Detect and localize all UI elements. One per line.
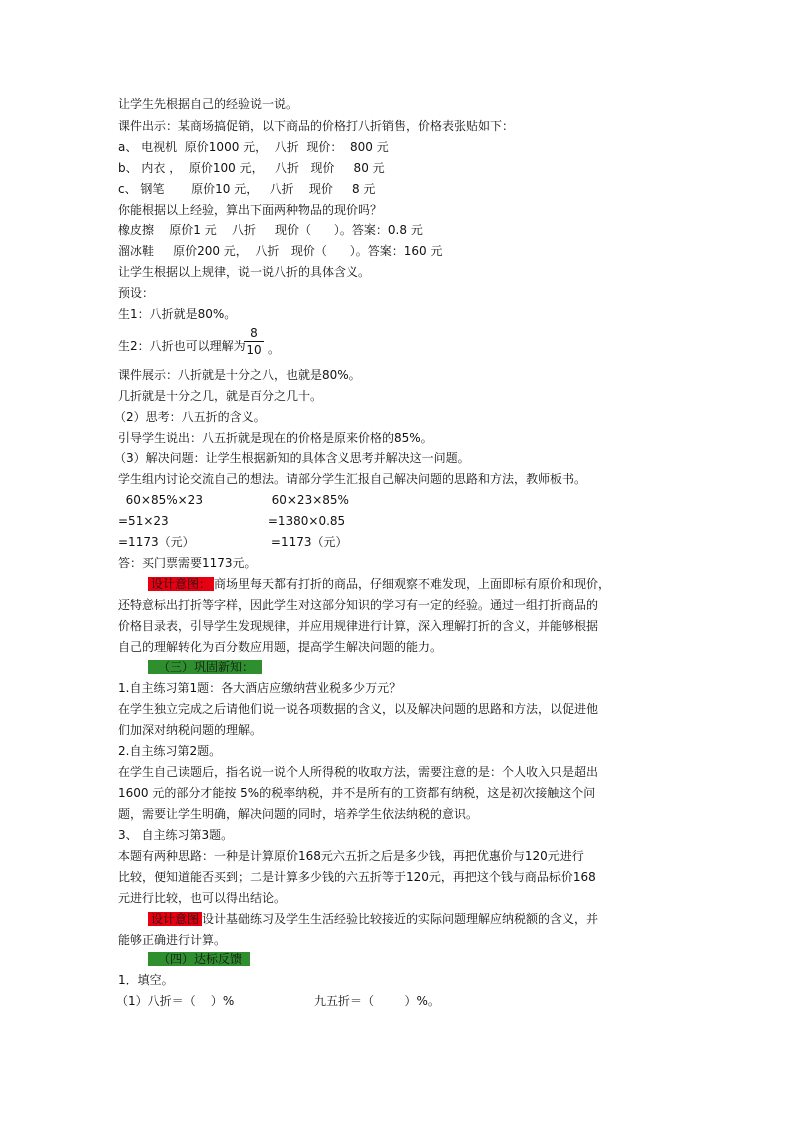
- text-line: c、 钢笔 原价10 元， 八折 现价 8 元: [118, 182, 376, 196]
- fraction-denominator: 10: [246, 343, 262, 357]
- text-line: b、 内衣 ， 原价100 元， 八折 现价 80 元: [118, 161, 385, 175]
- text-line: 1600 元的部分才能按 5%的税率纳税，并不是所有的工资都有纳税，这是初次接触这个问: [118, 786, 596, 800]
- section-heading: [148, 659, 262, 675]
- equation-line: =51×23 =1380×0.85: [118, 514, 346, 528]
- text-line: 们加深对纳税问题的理解。: [118, 723, 263, 737]
- fraction-eight-tenths: [244, 326, 264, 357]
- text-line: 引导学生说出：八五折就是现在的价格是原来价格的85%。: [118, 431, 433, 445]
- text-line: 课件出示：某商场搞促销，以下商品的价格打八折销售，价格表张贴如下：: [118, 119, 515, 133]
- text-line: 本题有两种思路：一种是计算原价168元六五折之后是多少钱，再把优惠价与120元进行: [118, 849, 584, 863]
- answer-line: 答：买门票需要1173元。: [118, 556, 257, 570]
- text-line: 几折就是十分之几，就是百分之几十。: [118, 389, 323, 403]
- text-line: 橡皮擦 原价1 元 八折 现价（ ）。答案：0.8 元: [118, 223, 423, 237]
- text-line: 让学生先根据自己的经验说一说。: [118, 97, 299, 111]
- text-line: 你能根据以上经验，算出下面两种物品的现价吗？: [118, 203, 383, 217]
- text-line: （2）思考：八五折的含义。: [114, 410, 266, 424]
- text-line: 在学生独立完成之后请他们说一说各项数据的含义，以及解决问题的思路和方法，以促进他: [118, 702, 599, 716]
- fraction-suffix: 。: [268, 342, 281, 356]
- text-line: 课件展示：八折就是十分之八，也就是80%。: [118, 368, 361, 382]
- text-line: 生2：八折也可以理解为: [118, 339, 246, 353]
- text-line: （3）解决问题：让学生根据新知的具体含义思考并解决这一问题。: [114, 451, 470, 465]
- fill-question-2: 九五折＝（ ）%。: [314, 994, 440, 1008]
- fraction-numerator: 8: [250, 326, 258, 340]
- text-line: 能够正确进行计算。: [118, 933, 227, 947]
- text-line: 溜冰鞋 原价200 元， 八折 现价（ ）。答案：160 元: [118, 244, 443, 258]
- fill-title: 1．填空。: [118, 973, 174, 987]
- equation-line: 60×85%×23 60×23×85%: [118, 493, 349, 507]
- text-line: 比较，便知道能否买到；二是计算多少钱的六五折等于120元，再把这个钱与商品标价168: [118, 870, 596, 884]
- text-line: 让学生根据以上规律，说一说八折的具体含义。: [118, 265, 371, 279]
- text-line: 3、 自主练习第3题。: [118, 828, 234, 842]
- design-intent-tag: 设计意图：: [148, 577, 214, 591]
- text-line: 2.自主练习第2题。: [118, 744, 222, 758]
- equation-line: =1173（元） =1173（元）: [118, 535, 348, 549]
- design-intent-line: 设计意图 设计基础练习及学生生活经验比较接近的实际问题理解应纳税额的含义，并: [148, 911, 598, 927]
- section-tag: （三）巩固新知：: [148, 660, 262, 674]
- text-line: 元进行比较，也可以得出结论。: [118, 891, 287, 905]
- text-line: 还特意标出打折等字样，因此学生对这部分知识的学习有一定的经验。通过一组打折商品的: [118, 598, 599, 612]
- text-line: a、 电视机 原价1000 元， 八折 现价： 800 元: [118, 140, 389, 154]
- section-tag: （四）达标反馈: [148, 952, 250, 966]
- text-line: 预设：: [118, 286, 155, 300]
- text-line: 生1：八折就是80%。: [118, 307, 237, 321]
- fraction-bar: [244, 341, 264, 342]
- section-heading: [148, 951, 250, 967]
- text-line: 1.自主练习第1题：各大酒店应缴纳营业税多少万元？: [118, 681, 402, 695]
- text-line: 价格目录表，引导学生发现规律，并应用规律进行计算，深入理解打折的含义，并能够根据: [118, 619, 599, 633]
- text-line: 题，需要让学生明确，解决问题的同时，培养学生依法纳税的意识。: [118, 807, 479, 821]
- text-line: 在学生自己读题后，指名说一说个人所得税的收取方法，需要注意的是：个人收入只是超出: [118, 765, 599, 779]
- text-line: 学生组内讨论交流自己的想法。请部分学生汇报自己解决问题的思路和方法，教师板书。: [118, 472, 587, 486]
- design-intent-line: 设计意图： 商场里每天都有打折的商品，仔细观察不难发现，上面即标有原价和现价，: [148, 576, 610, 592]
- fill-question-1: （1）八折＝（ ）%: [116, 994, 235, 1008]
- design-intent-tag: 设计意图: [148, 912, 202, 926]
- text-line: 自己的理解转化为百分数应用题，提高学生解决问题的能力。: [118, 640, 443, 654]
